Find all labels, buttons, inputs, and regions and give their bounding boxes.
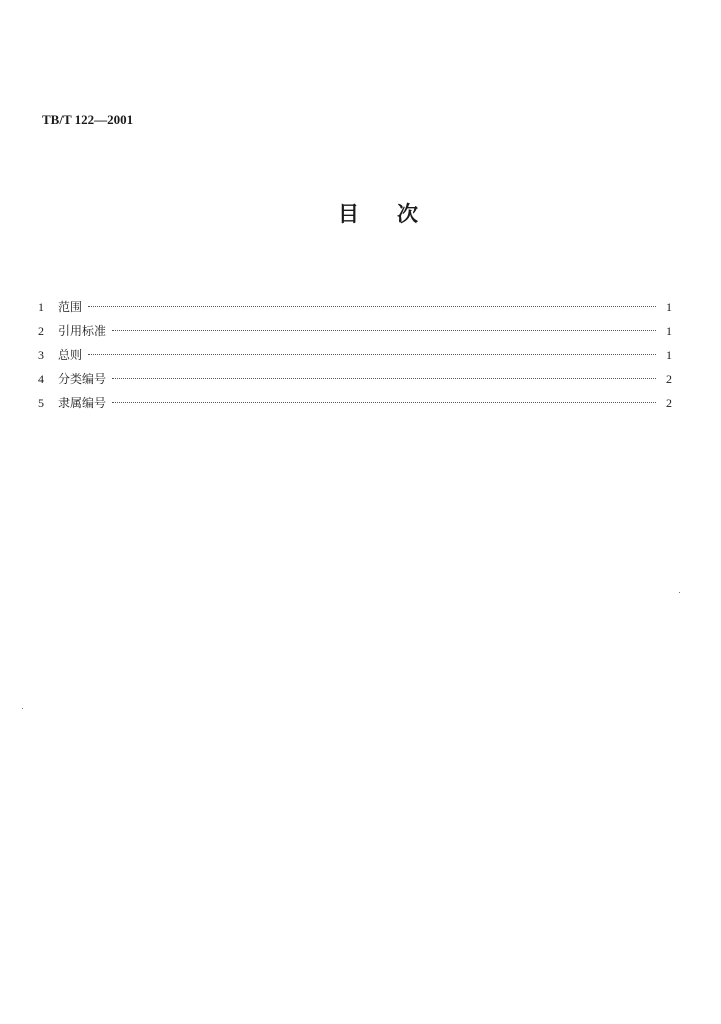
toc-entry-number: 1: [38, 300, 44, 314]
toc-entry-page: 1: [666, 348, 672, 362]
toc-entry-page: 1: [666, 300, 672, 314]
table-of-contents: [38, 295, 672, 415]
toc-entry[interactable]: [38, 367, 672, 391]
toc-entry-number: 4: [38, 372, 44, 386]
toc-entry-number: 2: [38, 324, 44, 338]
toc-entry-label: 隶属编号: [58, 396, 107, 410]
toc-entry-label: 总则: [58, 348, 83, 362]
toc-entry[interactable]: [38, 295, 672, 319]
toc-entry-page: 2: [666, 396, 672, 410]
toc-entry-page: 2: [666, 372, 672, 386]
toc-entry-label: 引用标准: [58, 324, 107, 338]
scan-speck: [22, 708, 23, 709]
toc-title: 目次: [338, 202, 456, 226]
toc-entry-number: 5: [38, 396, 44, 410]
toc-entry-number: 3: [38, 348, 44, 362]
toc-entry-label: 范围: [58, 300, 83, 314]
toc-entry-page: 1: [666, 324, 672, 338]
document-code: TB/T 122—2001: [42, 112, 134, 127]
toc-entry[interactable]: [38, 319, 672, 343]
toc-entry[interactable]: [38, 391, 672, 415]
toc-leader-dots: [88, 354, 656, 355]
toc-entry-label: 分类编号: [58, 372, 107, 386]
toc-leader-dots: [112, 402, 656, 403]
scan-speck: [679, 592, 680, 593]
toc-leader-dots: [112, 378, 656, 379]
toc-leader-dots: [88, 306, 656, 307]
toc-leader-dots: [112, 330, 656, 331]
toc-entry[interactable]: [38, 343, 672, 367]
